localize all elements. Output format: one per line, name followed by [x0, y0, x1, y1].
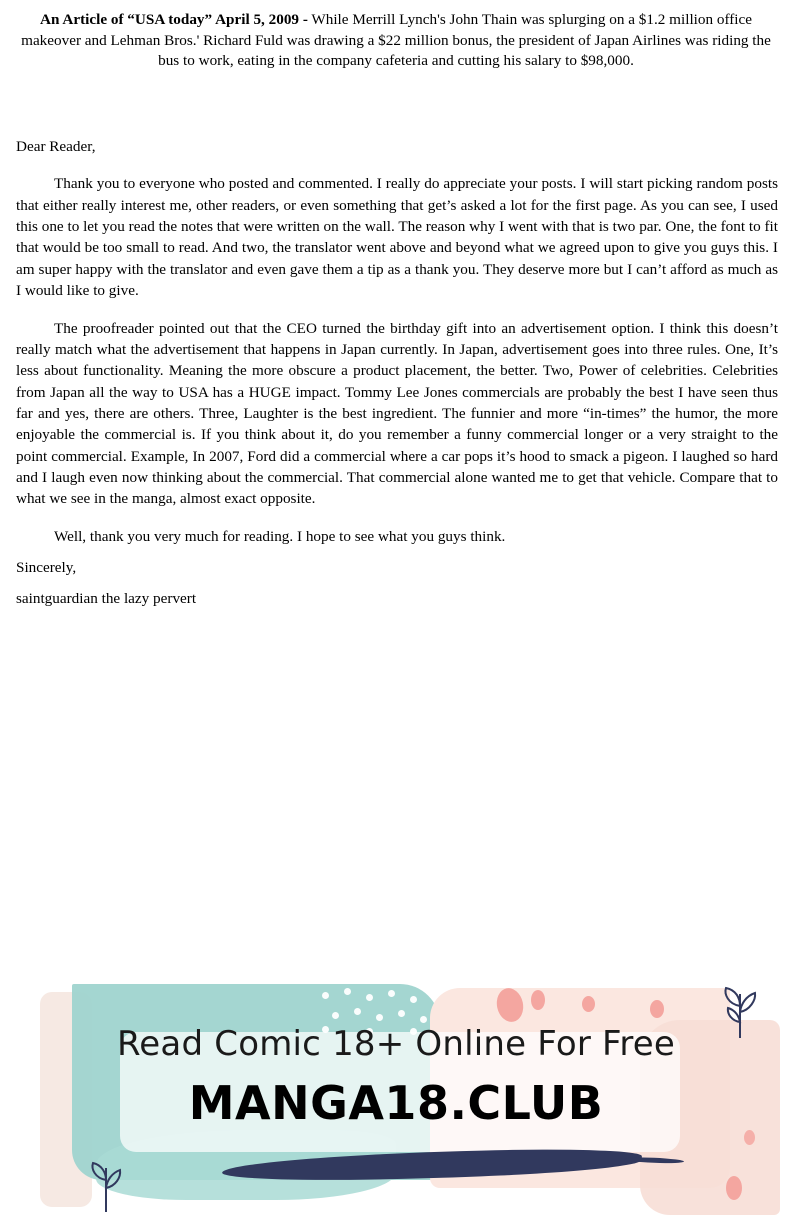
article-source: An Article of “USA today” April 5, 2009 -	[40, 11, 308, 28]
letter-body	[16, 136, 778, 626]
letter-signature: saintguardian the lazy pervert	[16, 590, 197, 608]
banner-site-name[interactable]: MANGA18.CLUB	[188, 1076, 604, 1130]
letter-salutation: Dear Reader,	[16, 138, 96, 155]
letter-closing: Sincerely,	[16, 559, 77, 577]
promo-banner[interactable]	[0, 980, 792, 1224]
banner-text-group	[0, 980, 792, 1224]
article-headnote	[16, 10, 776, 72]
letter-paragraph: The proofreader pointed out that the CEO turned the birthday gift into an advertisement option. I think this doesn’t really match what the advertisement that happens in Japan currently. In Japan, advertisement goes into three rules. One, It’s less about functionality. Meaning the more obscure a product placement, the better. Two, Power of celebrities. Celebrities from Japan all the way to USA has a HUGE impact. Tommy Lee Jones commercials are probably the best I have seen thus far and yes, there are others. Three, Laughter is the best ingredient. The funnier and more “in-times” the humor, the more enjoyable the commercial is. If you think about it, do you remember a funny commercial longer or a very straight to the point commercial. Example, In 2007, Ford did a commercial where a car pops it’s hood to smack a pigeon. I laughed so hard and I laugh even now thinking about the commercial. That commercial alone wanted me to get that vehicle. Compare that to what we see in the manga, almost exact opposite.	[16, 319, 778, 508]
article-body: While Merrill Lynch's John Thain was splurging on a $1.2 million office makeover and Lehman Bros.' Richard Fuld was drawing a $22 million bonus, the president of Japan Airlines was riding the bus to work, eating in the company cafeteria and cutting his salary to $98,000.	[21, 11, 771, 70]
banner-tagline: Read Comic 18+ Online For Free	[117, 1024, 675, 1064]
letter-paragraph: Well, thank you very much for reading. I hope to see what you guys think.	[54, 527, 506, 545]
letter-paragraph: Thank you to everyone who posted and commented. I really do appreciate your posts. I will start picking random posts that either really interest me, other readers, or even something that get’s asked a lot for the first page. As you can see, I used this one to let you read the notes that were written on the wall. The reason why I went with that is two par. One, the font to fit that would be too small to read. And two, the translator went above and beyond what we agreed upon to give you guys this. I am super happy with the translator and even gave them a tip as a thank you. They deserve more but I can’t afford as much as I would like to give.	[16, 175, 778, 300]
